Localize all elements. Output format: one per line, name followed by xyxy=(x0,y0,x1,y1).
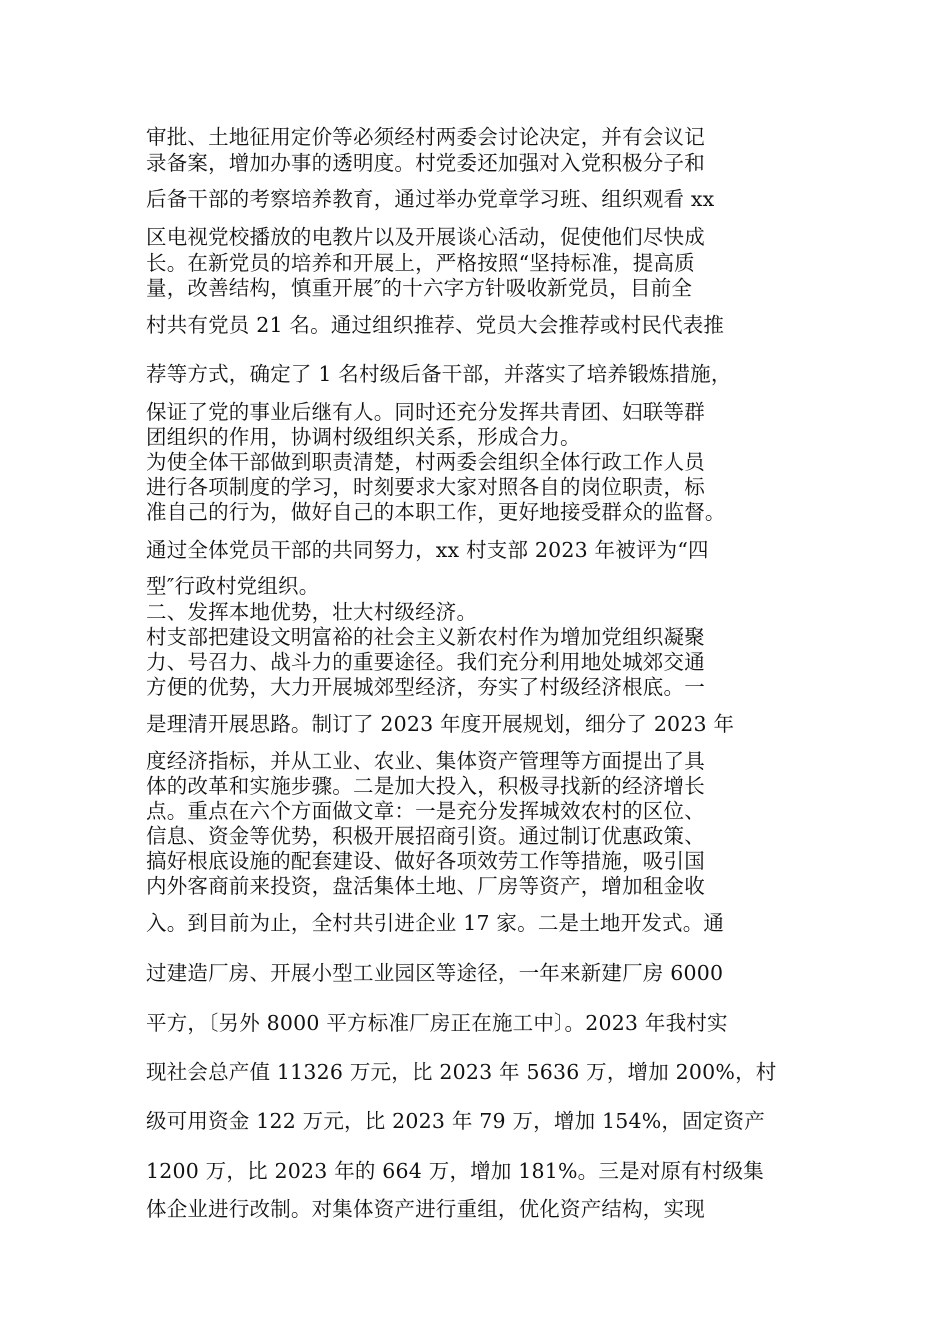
text-line: 准自己的行为，做好自己的本职工作，更好地接受群众的监督。 xyxy=(146,500,726,524)
section-heading: 二、发挥本地优势，壮大村级经济。 xyxy=(146,600,478,624)
text-line: 体的改革和实施步骤。二是加大投入，积极寻找新的经济增长 xyxy=(146,774,705,798)
text-line: 内外客商前来投资，盘活集体土地、厂房等资产，增加租金收 xyxy=(146,874,705,898)
text-line: 入。到目前为止，全村共引进企业 17 家。二是土地开发式。通 xyxy=(146,911,725,935)
text-line: 平方，〔另外 8000 平方标准厂房正在施工中〕。2023 年我村实 xyxy=(146,1011,728,1035)
text-line: 1200 万，比 2023 年的 664 万，增加 181%。三是对原有村级集 xyxy=(146,1159,764,1183)
text-line: 村支部把建设文明富裕的社会主义新农村作为增加党组织凝聚 xyxy=(146,625,705,649)
text-line: 力、号召力、战斗力的重要途径。我们充分利用地处城郊交通 xyxy=(146,650,705,674)
text-line: 通过全体党员干部的共同努力，xx 村支部 2023 年被评为“四 xyxy=(146,538,709,562)
text-line: 体企业进行改制。对集体资产进行重组，优化资产结构，实现 xyxy=(146,1197,705,1221)
text-line: 点。重点在六个方面做文章：一是充分发挥城效农村的区位、 xyxy=(146,799,705,823)
text-line: 长。在新党员的培养和开展上，严格按照“坚持标准，提高质 xyxy=(146,251,695,275)
text-line: 区电视党校播放的电教片以及开展谈心活动，促使他们尽快成 xyxy=(146,225,705,249)
text-line: 团组织的作用，协调村级组织关系，形成合力。 xyxy=(146,425,581,449)
text-line: 度经济指标，并从工业、农业、集体资产管理等方面提出了具 xyxy=(146,749,705,773)
text-line: 荐等方式，确定了 1 名村级后备干部，并落实了培养锻炼措施， xyxy=(146,362,732,386)
text-line: 型″行政村党组织。 xyxy=(146,574,320,598)
text-line: 后备干部的考察培养教育，通过举办党章学习班、组织观看 xx xyxy=(146,187,715,211)
text-line: 过建造厂房、开展小型工业园区等途径，一年来新建厂房 6000 xyxy=(146,961,724,985)
text-line: 进行各项制度的学习，时刻要求大家对照各自的岗位职责，标 xyxy=(146,475,705,499)
text-line: 现社会总产值 11326 万元，比 2023 年 5636 万，增加 200%，村 xyxy=(146,1060,777,1084)
text-line: 方便的优势，大力开展城郊型经济，夯实了村级经济根底。一 xyxy=(146,675,705,699)
text-line: 保证了党的事业后继有人。同时还充分发挥共青团、妇联等群 xyxy=(146,400,705,424)
text-line: 是理清开展思路。制订了 2023 年度开展规划，细分了 2023 年 xyxy=(146,712,735,736)
text-line: 为使全体干部做到职责清楚，村两委会组织全体行政工作人员 xyxy=(146,450,705,474)
text-line: 量，改善结构，慎重开展″的十六字方针吸收新党员，目前全 xyxy=(146,276,693,300)
text-line: 级可用资金 122 万元，比 2023 年 79 万，增加 154%，固定资产 xyxy=(146,1109,765,1133)
text-line: 村共有党员 21 名。通过组织推荐、党员大会推荐或村民代表推 xyxy=(146,313,725,337)
text-line: 录备案，增加办事的透明度。村党委还加强对入党积极分子和 xyxy=(146,151,705,175)
text-line: 审批、土地征用定价等必须经村两委会讨论决定，并有会议记 xyxy=(146,125,705,149)
text-line: 搞好根底设施的配套建设、做好各项效劳工作等措施，吸引国 xyxy=(146,849,705,873)
text-line: 信息、资金等优势，积极开展招商引资。通过制订优惠政策、 xyxy=(146,824,705,848)
